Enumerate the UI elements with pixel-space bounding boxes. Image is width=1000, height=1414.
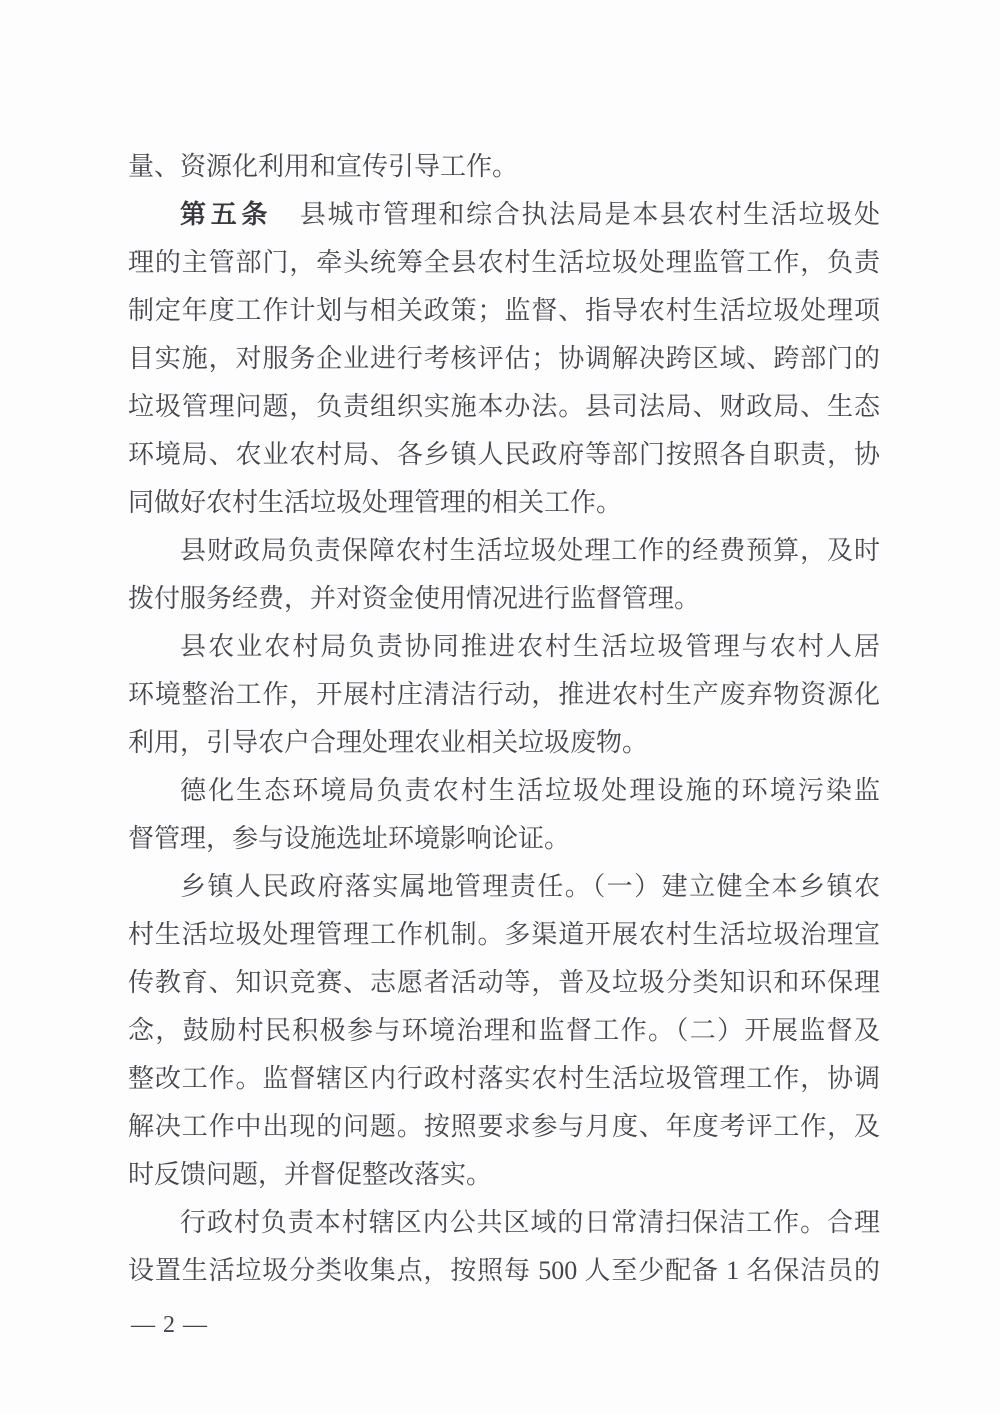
text-line: 理的主管部门，牵头统筹全县农村生活垃圾处理监管工作，负责 bbox=[128, 248, 880, 277]
text-line: 设置生活垃圾分类收集点，按照每 500 人至少配备 1 名保洁员的 bbox=[128, 1256, 880, 1285]
paragraph bbox=[128, 1199, 880, 1295]
text-line: 解决工作中出现的问题。按照要求参与月度、年度考评工作，及 bbox=[128, 1112, 880, 1141]
paragraph bbox=[128, 767, 880, 863]
text-line: 念，鼓励村民积极参与环境治理和监督工作。（二）开展监督及 bbox=[128, 1016, 880, 1045]
text-line: 时反馈问题，并督促整改落实。 bbox=[128, 1160, 493, 1189]
text-line: 垃圾管理问题，负责组织实施本办法。县司法局、财政局、生态 bbox=[128, 392, 880, 421]
text-line: 同做好农村生活垃圾处理管理的相关工作。 bbox=[128, 488, 623, 517]
paragraph bbox=[128, 527, 880, 623]
paragraph bbox=[128, 143, 880, 191]
text-line: 传教育、知识竞赛、志愿者活动等，普及垃圾分类知识和环保理 bbox=[128, 968, 880, 997]
document-body bbox=[128, 143, 880, 1295]
text-line: 利用，引导农户合理处理农业相关垃圾废物。 bbox=[128, 728, 649, 757]
paragraph bbox=[128, 623, 880, 767]
text-line: 行政村负责本村辖区内公共区域的日常清扫保洁工作。合理 bbox=[180, 1208, 880, 1237]
page-number: — 2 — bbox=[131, 1312, 208, 1338]
text-line: 整改工作。监督辖区内行政村落实农村生活垃圾管理工作，协调 bbox=[128, 1064, 880, 1093]
paragraph bbox=[128, 863, 880, 1199]
text-line: 督管理，参与设施选址环境影响论证。 bbox=[128, 824, 571, 853]
text-line: 德化生态环境局负责农村生活垃圾处理设施的环境污染监 bbox=[180, 776, 880, 805]
text-line: 环境整治工作，开展村庄清洁行动，推进农村生产废弃物资源化 bbox=[128, 680, 880, 709]
article-number: 第五条 bbox=[180, 200, 273, 229]
text-line: 环境局、农业农村局、各乡镇人民政府等部门按照各自职责，协 bbox=[128, 440, 880, 469]
text-line: 量、资源化利用和宣传引导工作。 bbox=[128, 152, 519, 181]
text-line: 村生活垃圾处理管理工作机制。多渠道开展农村生活垃圾治理宣 bbox=[128, 920, 880, 949]
text-line: 县农业农村局负责协同推进农村生活垃圾管理与农村人居 bbox=[180, 632, 880, 661]
text-line: 乡镇人民政府落实属地管理责任。（一）建立健全本乡镇农 bbox=[180, 872, 880, 901]
text-line: 制定年度工作计划与相关政策；监督、指导农村生活垃圾处理项 bbox=[128, 296, 880, 325]
text-line: 目实施，对服务企业进行考核评估；协调解决跨区域、跨部门的 bbox=[128, 344, 880, 373]
text-line: 第五条 县城市管理和综合执法局是本县农村生活垃圾处 bbox=[180, 200, 880, 229]
paragraph bbox=[128, 191, 880, 527]
text-line: 拨付服务经费，并对资金使用情况进行监督管理。 bbox=[128, 584, 701, 613]
text-line: 县财政局负责保障农村生活垃圾处理工作的经费预算，及时 bbox=[180, 536, 880, 565]
